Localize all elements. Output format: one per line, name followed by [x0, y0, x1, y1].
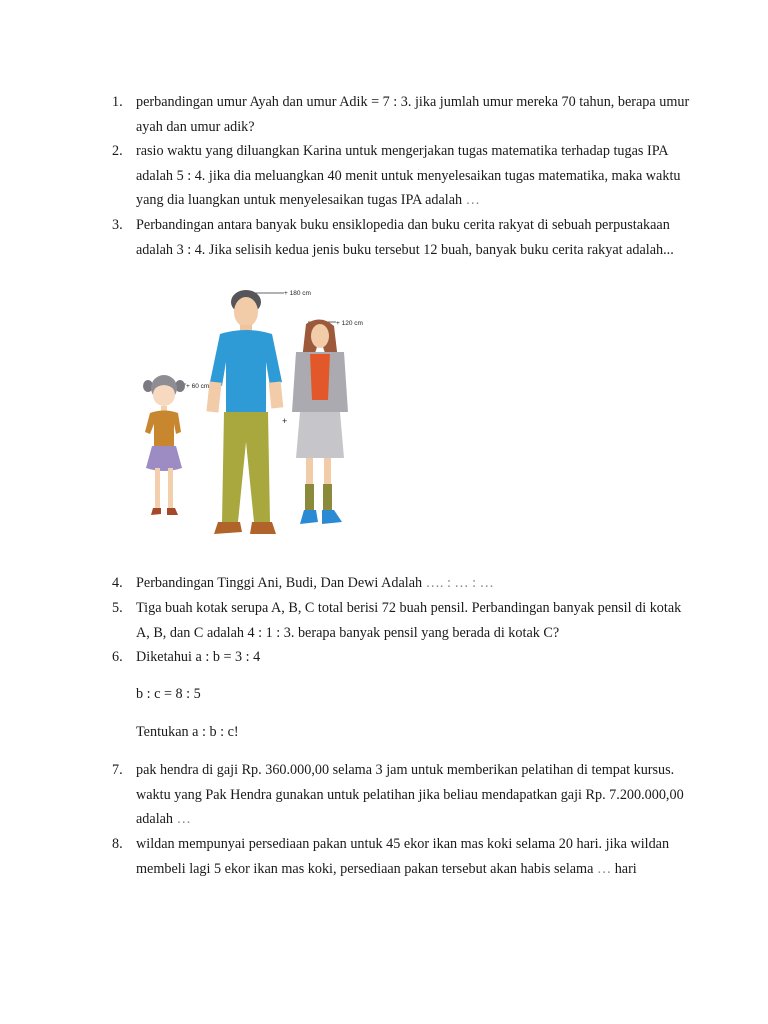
question-text-line: yang dia luangkan untuk menyelesaikan tugas IPA adalah [136, 192, 463, 208]
label-father-height: + 180 cm [284, 290, 311, 297]
question-text-line: ayah dan umur adik? [136, 118, 255, 135]
plus-sign: + [282, 416, 288, 426]
question-text-line: Diketahui a : b = 3 : 4 [136, 649, 261, 665]
question-number: 2. [112, 143, 123, 159]
question-text-line: membeli lagi 5 ekor ikan mas koki, persediaan pakan tersebut akan habis selama [136, 860, 594, 877]
question-text-line: A, B, dan C adalah 4 : 1 : 3. berapa banyak pensil yang berada di kotak C? [136, 624, 560, 641]
label-girl-height: + 60 cm [186, 383, 210, 390]
answer-blank: … [176, 811, 191, 827]
question-text-line: Perbandingan antara banyak buku ensiklopedia dan buku cerita rakyat di sebuah perpustakaan [136, 217, 670, 233]
question-number: 1. [112, 94, 123, 110]
question-6-instruction: Tentukan a : b : c! [136, 724, 239, 740]
mother-figure [292, 319, 348, 524]
answer-blank: …. : … : … [425, 575, 494, 591]
question-suffix: hari [614, 860, 637, 877]
question-number: 5. [112, 600, 123, 616]
question-text-line: adalah 3 : 4. Jika selisih kedua jenis buku tersebut 12 buah, banyak buku cerita rakyat adalah... [136, 241, 674, 258]
question-text-line: adalah 5 : 4. jika dia meluangkan 40 menit untuk menyelesaikan tugas matematika, maka waktu [136, 167, 681, 184]
question-number: 3. [112, 217, 123, 233]
question-text-line: pak hendra di gaji Rp. 360.000,00 selama 3 jam untuk memberikan pelatihan di tempat kursus. [136, 762, 675, 778]
family-height-illustration [136, 282, 376, 544]
question-number: 6. [112, 649, 123, 665]
question-text-line: Tiga buah kotak serupa A, B, C total berisi 72 buah pensil. Perbandingan banyak pensil di kotak [136, 600, 682, 616]
question-text-line: wildan mempunyai persediaan pakan untuk 45 ekor ikan mas koki selama 20 hari. jika wildan [136, 836, 670, 852]
answer-blank: … [465, 192, 480, 208]
question-text-line: perbandingan umur Ayah dan umur Adik = 7 : 3. jika jumlah umur mereka 70 tahun, berapa umur [136, 94, 690, 110]
father-figure [206, 290, 283, 534]
girl-figure [143, 375, 185, 515]
question-number: 4. [112, 575, 123, 591]
answer-blank: … [596, 860, 612, 877]
question-6-given: b : c = 8 : 5 [136, 686, 201, 702]
question-text-line: adalah [136, 811, 174, 827]
question-text-line: waktu yang Pak Hendra gunakan untuk pelatihan jika beliau mendapatkan gaji Rp. 7.200.000,00 [136, 786, 684, 803]
question-text-line: Perbandingan Tinggi Ani, Budi, Dan Dewi Adalah [136, 575, 423, 591]
label-mother-height: + 120 cm [336, 320, 363, 327]
question-number: 8. [112, 836, 123, 852]
question-text-line: rasio waktu yang diluangkan Karina untuk mengerjakan tugas matematika terhadap tugas IPA [136, 143, 669, 159]
question-number: 7. [112, 762, 123, 778]
